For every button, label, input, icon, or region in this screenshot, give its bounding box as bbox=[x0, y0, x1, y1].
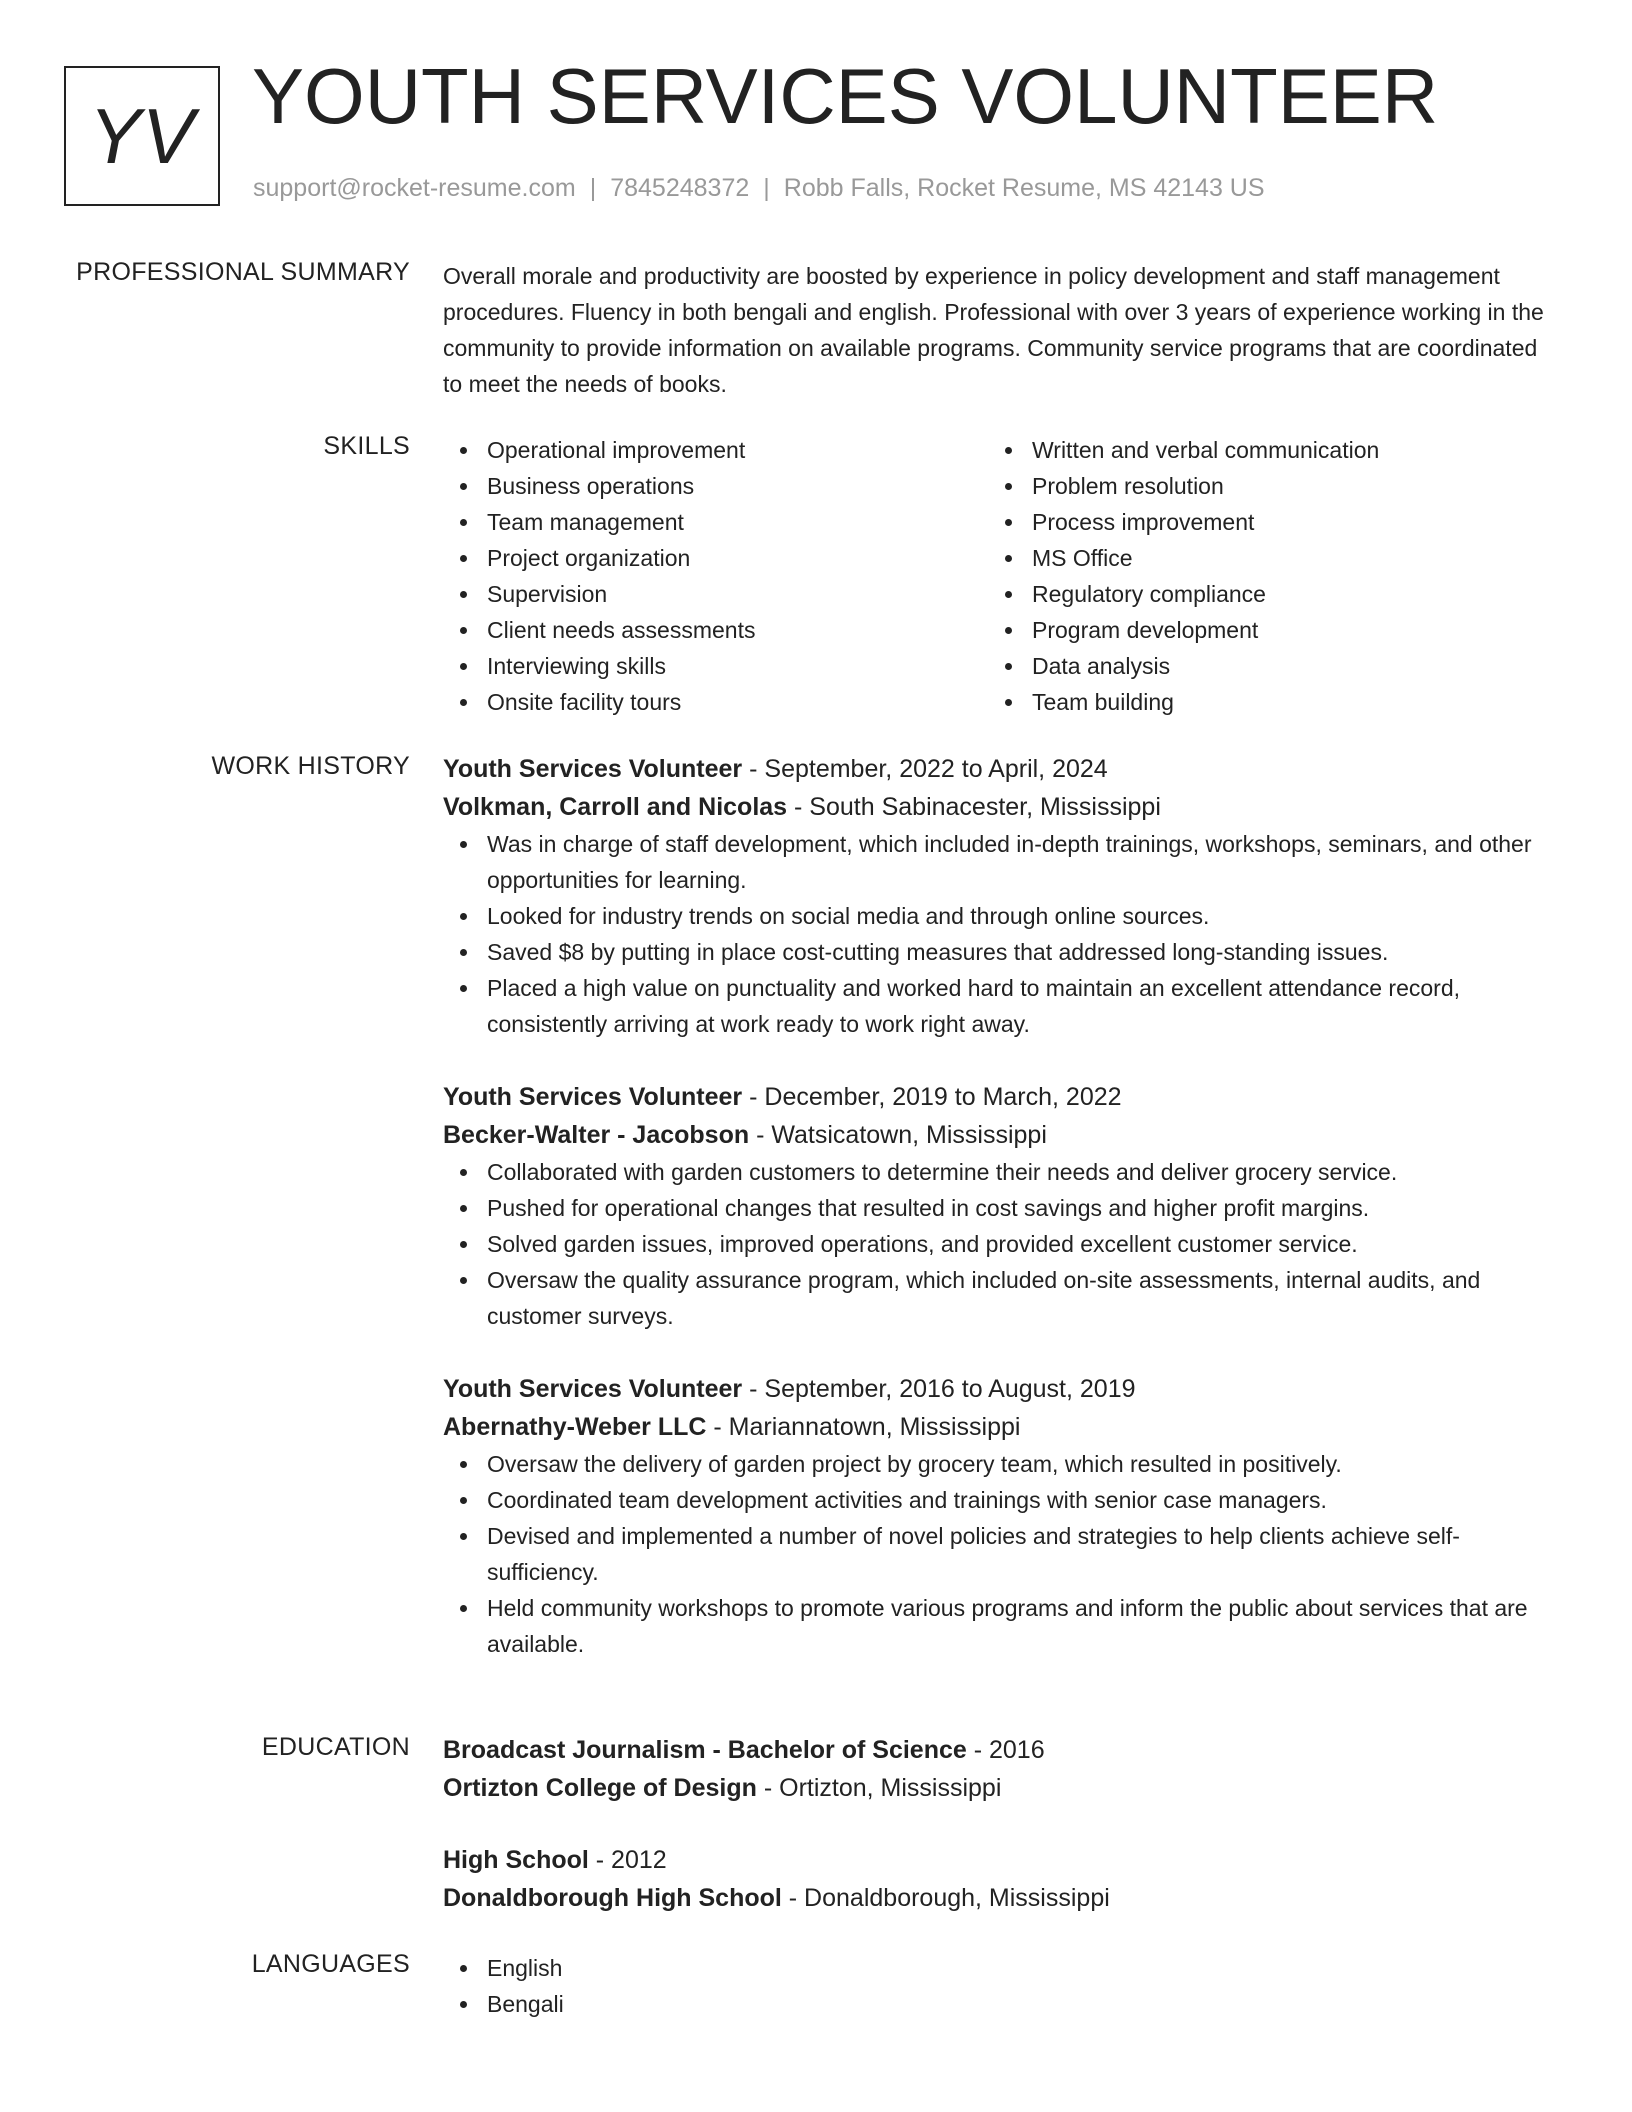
job-title-line bbox=[443, 750, 1553, 788]
job-company: Becker-Walter - Jacobson bbox=[443, 1121, 750, 1149]
job-company-line bbox=[443, 1408, 1553, 1446]
education-year: - 2016 bbox=[966, 1736, 1045, 1764]
education-degree: High School bbox=[443, 1846, 589, 1874]
education-degree-line bbox=[443, 1841, 1553, 1879]
skill-item: Interviewing skills bbox=[443, 648, 988, 684]
skill-item: Regulatory compliance bbox=[988, 576, 1533, 612]
skill-item: Problem resolution bbox=[988, 468, 1533, 504]
section-label-work-history: WORK HISTORY bbox=[211, 752, 410, 780]
skill-item: Data analysis bbox=[988, 648, 1533, 684]
job-company: Abernathy-Weber LLC bbox=[443, 1413, 707, 1441]
section-label-languages: LANGUAGES bbox=[251, 1950, 410, 1978]
contact-address: Robb Falls, Rocket Resume, MS 42143 US bbox=[783, 174, 1265, 202]
job-title: Youth Services Volunteer bbox=[443, 1375, 743, 1403]
education-school-line bbox=[443, 1879, 1553, 1917]
skills-body bbox=[443, 432, 1553, 720]
contact-email[interactable]: support@rocket-resume.com bbox=[253, 174, 576, 202]
job-title: Youth Services Volunteer bbox=[443, 1083, 743, 1111]
job-bullet: Looked for industry trends on social media and through online sources. bbox=[443, 898, 1553, 934]
job-entry bbox=[443, 1078, 1553, 1334]
job-bullets bbox=[443, 826, 1553, 1042]
job-bullets bbox=[443, 1154, 1553, 1334]
summary-body bbox=[443, 258, 1553, 402]
education-school-line bbox=[443, 1769, 1553, 1807]
job-bullet: Oversaw the quality assurance program, which included on-site assessments, internal audits, and customer surveys. bbox=[443, 1262, 1553, 1334]
education-location: - Ortizton, Mississippi bbox=[756, 1774, 1002, 1802]
education-entry bbox=[443, 1841, 1553, 1917]
skill-item: Team building bbox=[988, 684, 1533, 720]
skill-item: Project organization bbox=[443, 540, 988, 576]
job-location: - South Sabinacester, Mississippi bbox=[787, 793, 1161, 821]
education-body bbox=[443, 1731, 1553, 1951]
section-label-summary: PROFESSIONAL SUMMARY bbox=[76, 258, 410, 286]
skill-item: Program development bbox=[988, 612, 1533, 648]
job-dates: - September, 2022 to April, 2024 bbox=[742, 755, 1108, 783]
job-location: - Mariannatown, Mississippi bbox=[706, 1413, 1021, 1441]
skill-item: Process improvement bbox=[988, 504, 1533, 540]
skill-item: Business operations bbox=[443, 468, 988, 504]
contact-separator: | bbox=[589, 174, 597, 202]
skill-item: Onsite facility tours bbox=[443, 684, 988, 720]
education-school: Ortizton College of Design bbox=[443, 1774, 757, 1802]
skill-item: MS Office bbox=[988, 540, 1533, 576]
job-bullets bbox=[443, 1446, 1553, 1662]
languages-body bbox=[443, 1950, 1553, 2022]
contact-line bbox=[253, 174, 1265, 203]
contact-phone[interactable]: 7845248372 bbox=[610, 174, 750, 202]
work-history-body bbox=[443, 750, 1553, 1698]
job-entry bbox=[443, 750, 1553, 1042]
education-location: - Donaldborough, Mississippi bbox=[781, 1884, 1110, 1912]
job-bullet: Was in charge of staff development, which included in-depth trainings, workshops, seminars, and other opportunities for learning. bbox=[443, 826, 1553, 898]
job-title-line bbox=[443, 1078, 1553, 1116]
job-dates: - September, 2016 to August, 2019 bbox=[742, 1375, 1136, 1403]
job-bullet: Oversaw the delivery of garden project by grocery team, which resulted in positively. bbox=[443, 1446, 1553, 1482]
job-bullet: Coordinated team development activities and trainings with senior case managers. bbox=[443, 1482, 1553, 1518]
skills-list-right bbox=[988, 432, 1533, 720]
job-dates: - December, 2019 to March, 2022 bbox=[742, 1083, 1122, 1111]
job-bullet: Placed a high value on punctuality and worked hard to maintain an excellent attendance record, consistently arriving at work ready to work right away. bbox=[443, 970, 1553, 1042]
job-company: Volkman, Carroll and Nicolas bbox=[443, 793, 788, 821]
summary-text: Overall morale and productivity are boosted by experience in policy development and staff management procedures. Fluency in both bengali and english. Professional with over 3 years of experience working in the community to provide information on available programs. Community service programs that are coordinated to meet the needs of books. bbox=[443, 263, 1544, 397]
skill-item: Client needs assessments bbox=[443, 612, 988, 648]
job-bullet: Held community workshops to promote various programs and inform the public about services that are available. bbox=[443, 1590, 1553, 1662]
skills-list-left bbox=[443, 432, 988, 720]
job-location: - Watsicatown, Mississippi bbox=[749, 1121, 1047, 1149]
job-bullet: Collaborated with garden customers to determine their needs and deliver grocery service. bbox=[443, 1154, 1553, 1190]
job-bullet: Devised and implemented a number of novel policies and strategies to help clients achieve self-sufficiency. bbox=[443, 1518, 1553, 1590]
education-year: - 2012 bbox=[588, 1846, 667, 1874]
job-bullet: Saved $8 by putting in place cost-cutting measures that addressed long-standing issues. bbox=[443, 934, 1553, 970]
education-degree-line bbox=[443, 1731, 1553, 1769]
job-company-line bbox=[443, 788, 1553, 826]
skill-item: Written and verbal communication bbox=[988, 432, 1533, 468]
language-item: English bbox=[443, 1950, 1553, 1986]
job-entry bbox=[443, 1370, 1553, 1662]
skill-item: Supervision bbox=[443, 576, 988, 612]
job-bullet: Solved garden issues, improved operations, and provided excellent customer service. bbox=[443, 1226, 1553, 1262]
job-company-line bbox=[443, 1116, 1553, 1154]
languages-list bbox=[443, 1950, 1553, 2022]
section-label-education: EDUCATION bbox=[261, 1733, 410, 1761]
monogram-logo bbox=[64, 66, 220, 206]
resume-name: YOUTH SERVICES VOLUNTEER bbox=[252, 52, 1439, 140]
education-entry bbox=[443, 1731, 1553, 1807]
contact-separator: | bbox=[763, 174, 770, 202]
skill-item: Operational improvement bbox=[443, 432, 988, 468]
job-title: Youth Services Volunteer bbox=[443, 755, 743, 783]
monogram-initials: YV bbox=[88, 91, 196, 180]
job-bullet: Pushed for operational changes that resulted in cost savings and higher profit margins. bbox=[443, 1190, 1553, 1226]
education-school: Donaldborough High School bbox=[443, 1884, 782, 1912]
language-item: Bengali bbox=[443, 1986, 1553, 2022]
skill-item: Team management bbox=[443, 504, 988, 540]
education-degree: Broadcast Journalism - Bachelor of Science bbox=[443, 1736, 967, 1764]
section-label-skills: SKILLS bbox=[323, 432, 410, 460]
job-title-line bbox=[443, 1370, 1553, 1408]
